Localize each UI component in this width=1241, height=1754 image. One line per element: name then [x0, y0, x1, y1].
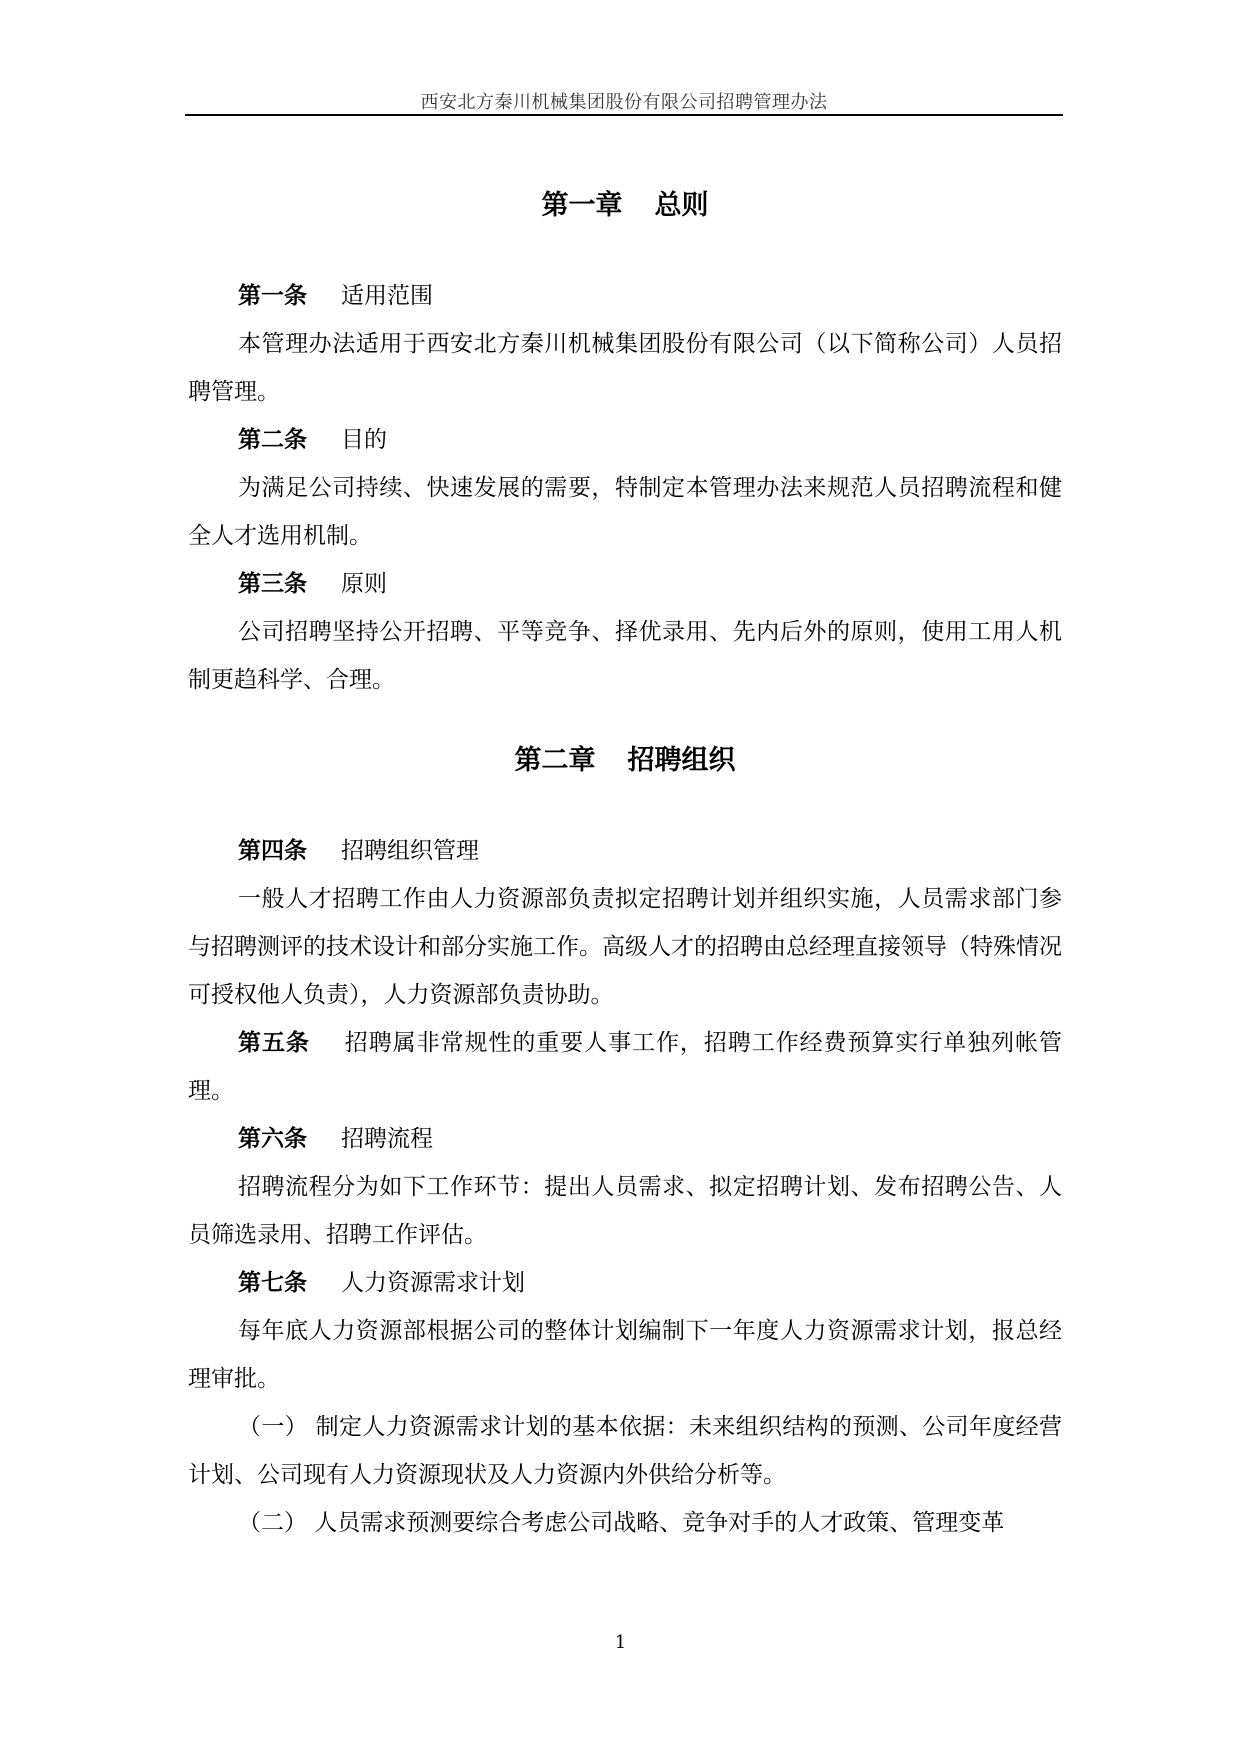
article-number: 第四条 [238, 837, 307, 864]
chapter-name: 招聘组织 [627, 745, 736, 776]
article-title: 招聘流程 [341, 1126, 433, 1152]
page-number: 1 [614, 1632, 627, 1653]
chapter-label: 第一章 [541, 190, 623, 221]
article-title: 目的 [341, 427, 387, 453]
article-title: 适用范围 [341, 283, 433, 309]
article-2-body: 为满足公司持续、快速发展的需要，特制定本管理办法来规范人员招聘流程和健全人才选用机制。 [188, 475, 1062, 549]
article-2-heading [188, 416, 1062, 464]
article-4-body: 一般人才招聘工作由人力资源部负责拟定招聘计划并组织实施，人员需求部门参与招聘测评的技术设计和部分实施工作。高级人才的招聘由总经理直接领导（特殊情况可授权他人负责），人力资源部负责协助。 [188, 886, 1062, 1008]
article-number: 第七条 [238, 1269, 307, 1296]
document-body [188, 183, 1062, 1547]
article-title: 招聘组织管理 [341, 838, 479, 864]
article-4-heading [188, 827, 1062, 875]
article-number: 第三条 [238, 570, 307, 597]
article-title: 人力资源需求计划 [341, 1270, 525, 1296]
article-7-item-1: （一） 制定人力资源需求计划的基本依据：未来组织结构的预测、公司年度经营计划、公司现有人力资源现状及人力资源内外供给分析等。 [188, 1414, 1062, 1488]
chapter-2-title [188, 738, 1062, 777]
header-divider [185, 114, 1063, 116]
article-7-item-2: （二） 人员需求预测要综合考虑公司战略、竞争对手的人才政策、管理变革 [238, 1510, 1005, 1536]
article-number: 第一条 [238, 282, 307, 309]
article-number: 第五条 [238, 1029, 310, 1056]
chapter-1-title [188, 183, 1062, 222]
article-3-heading [188, 560, 1062, 608]
article-3-body: 公司招聘坚持公开招聘、平等竞争、择优录用、先内后外的原则，使用工用人机制更趋科学、合理。 [188, 619, 1062, 693]
article-title: 原则 [341, 571, 387, 597]
article-5 [188, 1019, 1062, 1115]
article-7-body: 每年底人力资源部根据公司的整体计划编制下一年度人力资源需求计划，报总经理审批。 [188, 1318, 1062, 1392]
article-text: 招聘属非常规性的重要人事工作，招聘工作经费预算实行单独列帐管理。 [188, 1030, 1063, 1104]
article-1-body: 本管理办法适用于西安北方秦川机械集团股份有限公司（以下简称公司）人员招聘管理。 [188, 331, 1062, 405]
article-number: 第六条 [238, 1125, 307, 1152]
chapter-name: 总则 [654, 190, 709, 221]
chapter-label: 第二章 [514, 745, 596, 776]
article-6-heading [188, 1115, 1062, 1163]
article-7-heading [188, 1259, 1062, 1307]
article-number: 第二条 [238, 426, 307, 453]
running-header: 西安北方秦川机械集团股份有限公司招聘管理办法 [420, 92, 828, 113]
article-1-heading [188, 272, 1062, 320]
article-6-body: 招聘流程分为如下工作环节：提出人员需求、拟定招聘计划、发布招聘公告、人员筛选录用、招聘工作评估。 [188, 1174, 1062, 1248]
